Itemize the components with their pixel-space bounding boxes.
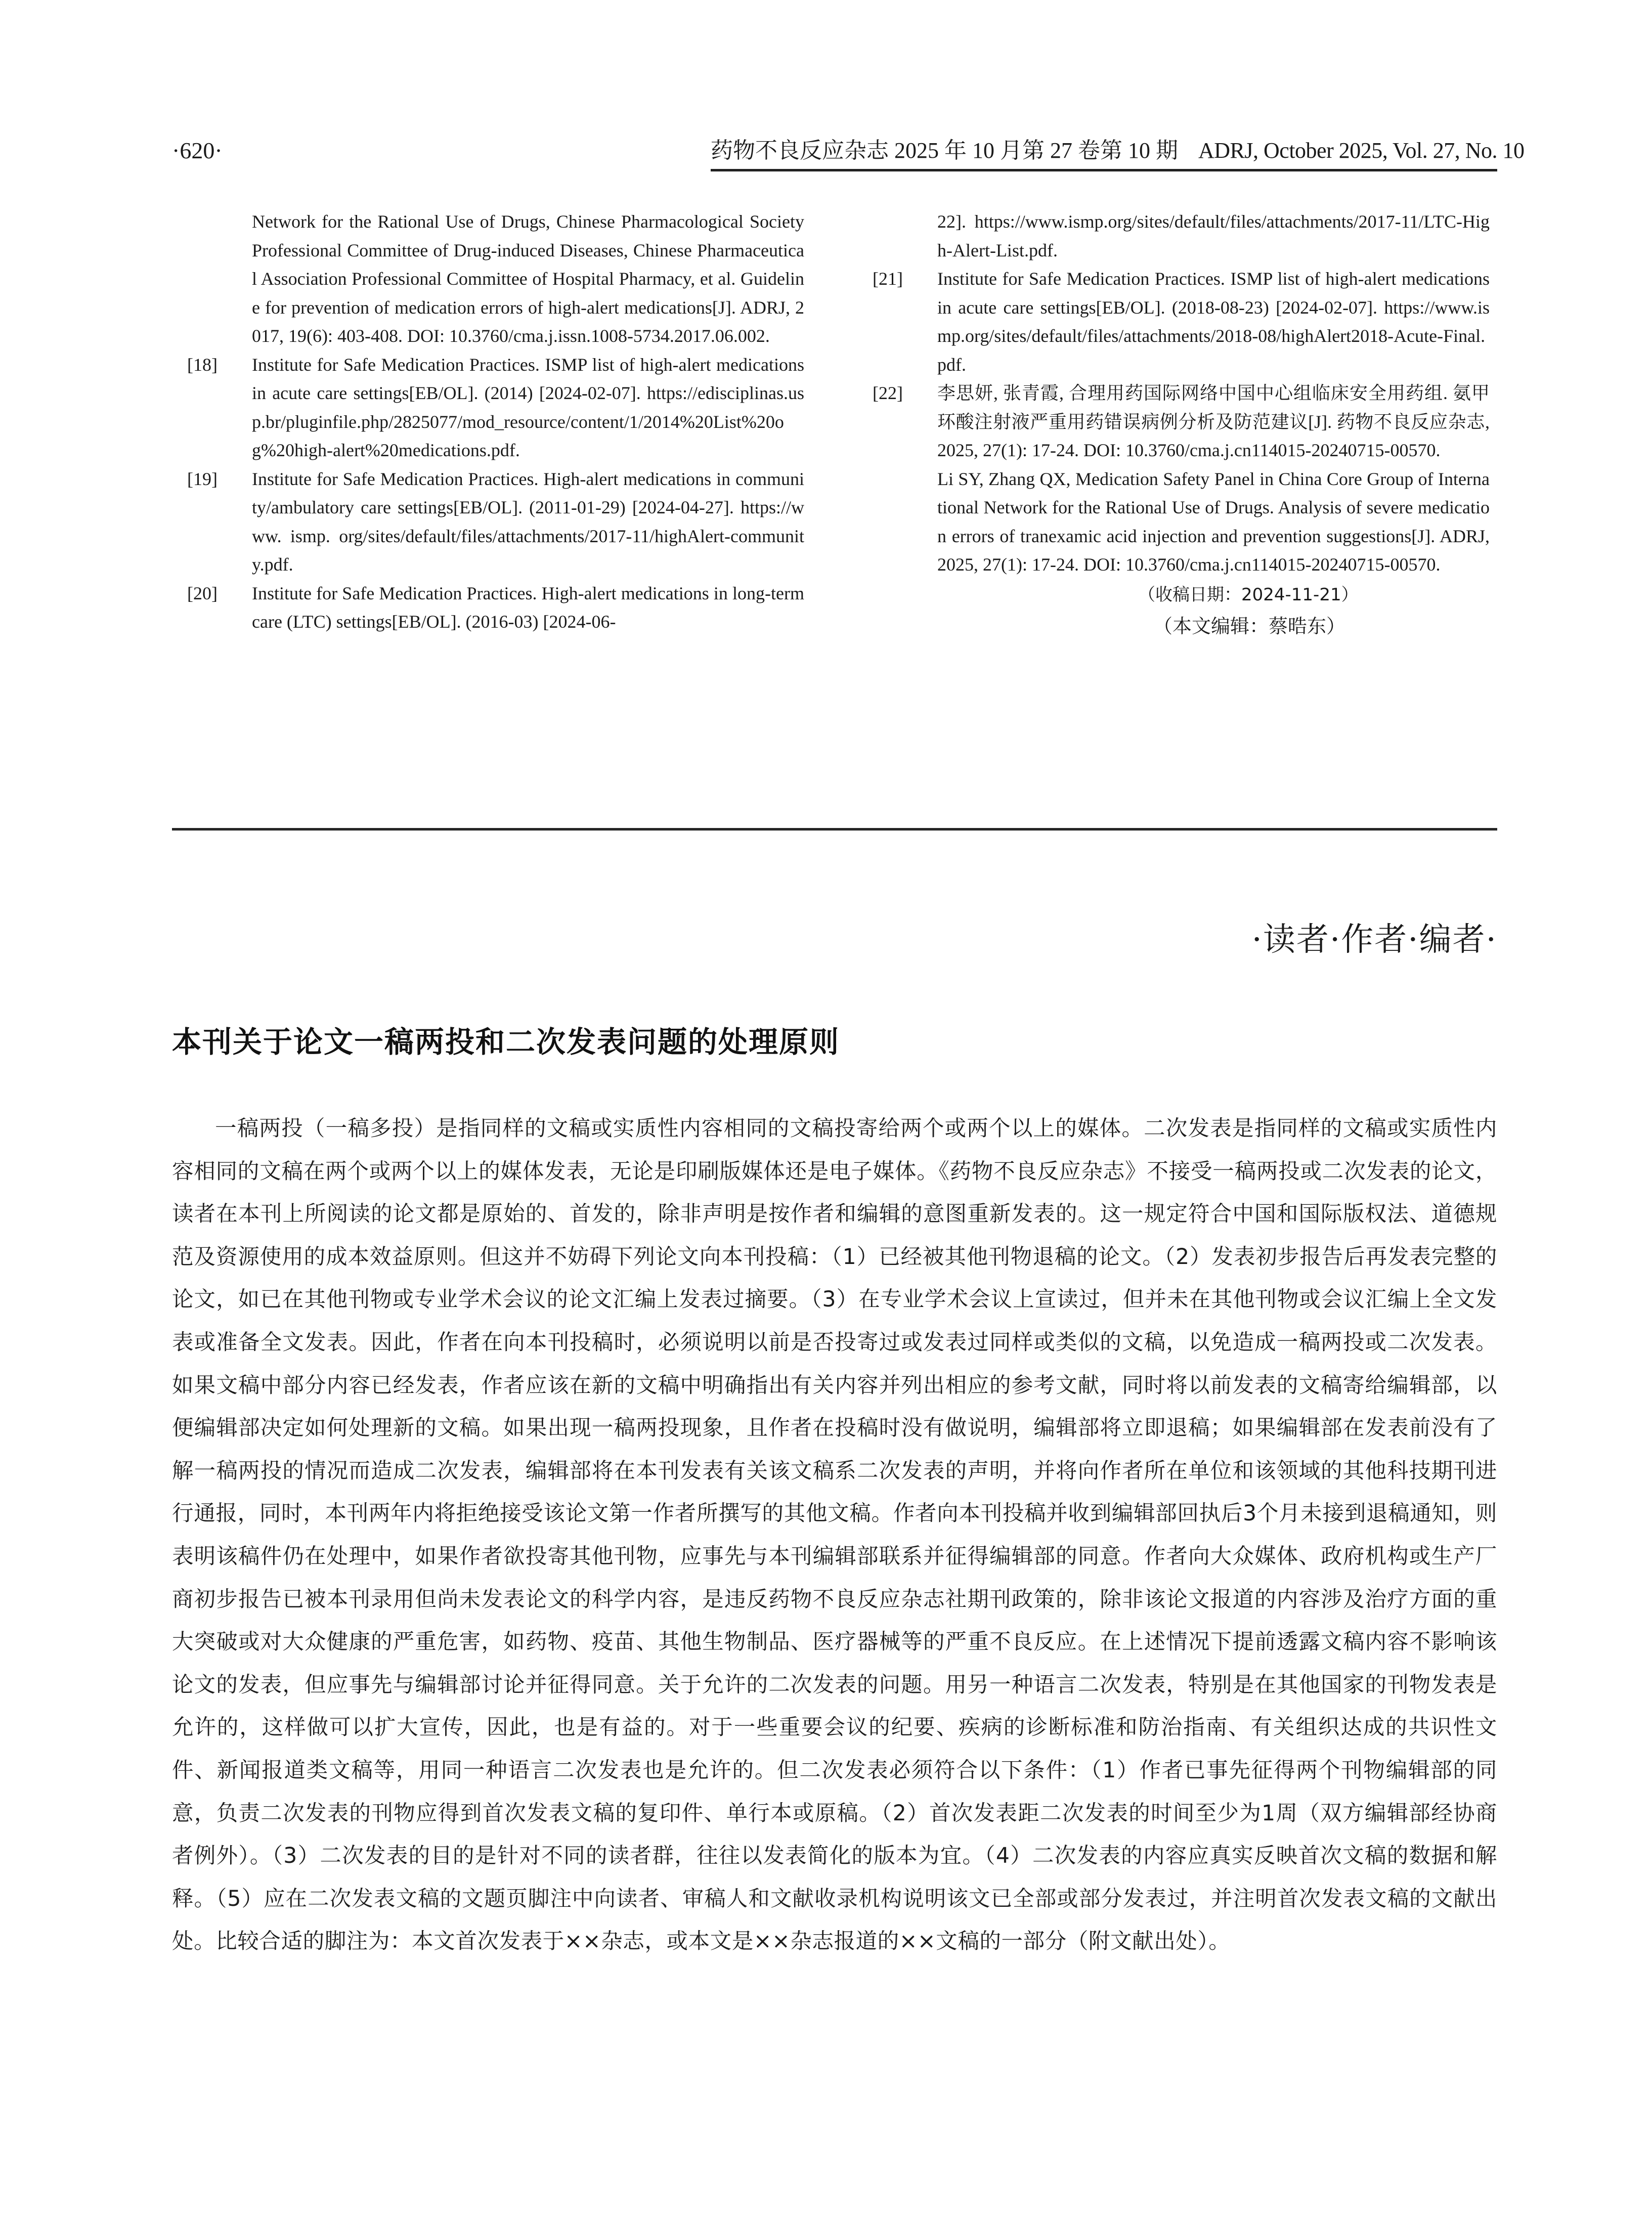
reference-text-cn: 李思妍, 张青霞, 合理用药国际网络中国中心组临床安全用药组. 氨甲环酸注射液严重用药错误病例分析及防范建议[J]. 药物不良反应杂志, 2025, 27(1): 17-24. DOI: 10.3760/cma.j.cn114015-20240715-00570. xyxy=(937,383,1490,460)
section-divider xyxy=(172,828,1497,831)
page-number: ·620· xyxy=(172,138,223,163)
reference-item xyxy=(187,207,804,351)
references-left-column xyxy=(187,207,804,636)
article-body: 一稿两投（一稿多投）是指同样的文稿或实质性内容相同的文稿投寄给两个或两个以上的媒体。二次发表是指同样的文稿或实质性内容相同的文稿在两个或两个以上的媒体发表，无论是印刷版媒体还是电子媒体。《药物不良反应杂志》不接受一稿两投或二次发表的论文，读者在本刊上所阅读的论文都是原始的、首发的，除非声明是按作者和编辑的意图重新发表的。这一规定符合中国和国际版权法、道德规范及资源使用的成本效益原则。但这并不妨碍下列论文向本刊投稿：（1）已经被其他刊物退稿的论文。（2）发表初步报告后再发表完整的论文，如已在其他刊物或专业学术会议的论文汇编上发表过摘要。（3）在专业学术会议上宣读过，但并未在其他刊物或会议汇编上全文发表或准备全文发表。因此，作者在向本刊投稿时，必须说明以前是否投寄过或发表过同样或类似的文稿，以免造成一稿两投或二次发表。如果文稿中部分内容已经发表，作者应该在新的文稿中明确指出有关内容并列出相应的参考文献，同时将以前发表的文稿寄给编辑部，以便编辑部决定如何处理新的文稿。如果出现一稿两投现象，且作者在投稿时没有做说明，编辑部将立即退稿；如果编辑部在发表前没有了解一稿两投的情况而造成二次发表，编辑部将在本刊发表有关该文稿系二次发表的声明，并将向作者所在单位和该领域的其他科技期刊进行通报，同时，本刊两年内将拒绝接受该论文第一作者所撰写的其他文稿。作者向本刊投稿并收到编辑部回执后3个月未接到退稿通知，则表明该稿件仍在处理中，如果作者欲投寄其他刊物，应事先与本刊编辑部联系并征得编辑部的同意。作者向大众媒体、政府机构或生产厂商初步报告已被本刊录用但尚未发表论文的科学内容，是违反药物不良反应杂志社期刊政策的，除非该论文报道的内容涉及治疗方面的重大突破或对大众健康的严重危害，如药物、疫苗、其他生物制品、医疗器械等的严重不良反应。在上述情况下提前透露文稿内容不影响该论文的发表，但应事先与编辑部讨论并征得同意。关于允许的二次发表的问题。用另一种语言二次发表，特别是在其他国家的刊物发表是允许的，这样做可以扩大宣传，因此，也是有益的。对于一些重要会议的纪要、疾病的诊断标准和防治指南、有关组织达成的共识性文件、新闻报道类文稿等，用同一种语言二次发表也是允许的。但二次发表必须符合以下条件：（1）作者已事先征得两个刊物编辑部的同意，负责二次发表的刊物应得到首次发表文稿的复印件、单行本或原稿。（2）首次发表距二次发表的时间至少为1周（双方编辑部经协商者例外）。（3）二次发表的目的是针对不同的读者群，往往以发表简化的版本为宜。（4）二次发表的内容应真实反映首次文稿的数据和解释。（5）应在二次发表文稿的文题页脚注中向读者、审稿人和文献收录机构说明该文已全部或部分发表过，并注明首次发表文稿的文献出处。比较合适的脚注为：本文首次发表于××杂志，或本文是××杂志报道的××文稿的一部分（附文献出处）。 xyxy=(172,1116,1497,1954)
column-label: ·读者·作者·编者· xyxy=(1251,921,1497,958)
journal-info xyxy=(711,136,1525,171)
reference-text: Institute for Safe Medication Practices. High-alert medications in long-term care (LTC) settings[EB/OL]. (2016-03) [2024-06- xyxy=(252,583,804,632)
reference-item xyxy=(873,207,1490,265)
reference-item xyxy=(187,579,804,636)
reference-number: [20] xyxy=(187,583,218,603)
reference-item xyxy=(187,465,804,579)
reference-text: Institute for Safe Medication Practices. ISMP list of high-alert medications in acute care settings[EB/OL]. (2018-08-23) [2024-02-07]. https://www.ismp.org/sites/default/files/attachments/2018-08/highAlert2018-Acute-Final.pdf. xyxy=(937,269,1490,375)
reference-text: Network for the Rational Use of Drugs, Chinese Pharmacological Society Professional Committee of Drug-induced Diseases, Chinese Pharmaceutical Association Professional Committee of Hospital Pharmacy, et al. Guideline for prevention of medication errors of high-alert medications[J]. ADRJ, 2017, 19(6): 403-408. DOI: 10.3760/cma.j.issn.1008-5734.2017.06.002. xyxy=(252,211,804,346)
reference-item xyxy=(873,379,1490,579)
reference-number: [22] xyxy=(873,383,903,403)
reference-number: [18] xyxy=(187,354,218,375)
reference-text: Institute for Safe Medication Practices. ISMP list of high-alert medications in acute care settings[EB/OL]. (2014) [2024-02-07]. https://edisciplinas.usp.br/pluginfile.php/2825077/mod_resource/content/1/2014%20List%20og%20high-alert%20medications.pdf. xyxy=(252,354,804,460)
article-editor: （本文编辑：蔡晧东） xyxy=(1153,615,1346,637)
reference-number: [21] xyxy=(873,269,903,289)
references-right-column xyxy=(873,207,1490,642)
running-header xyxy=(172,136,1525,174)
reference-item xyxy=(187,351,804,465)
reference-text-en: Li SY, Zhang QX, Medication Safety Panel in China Core Group of International Network for the Rational Use of Drugs. Analysis of severe medication errors of tranexamic acid injection and prevention suggestions[J]. ADRJ, 2025, 27(1): 17-24. DOI: 10.3760/cma.j.cn114015-20240715-00570. xyxy=(937,468,1490,575)
journal-title-en: ADRJ, October 2025, Vol. 27, No. 10 xyxy=(1198,138,1525,163)
reference-number: [19] xyxy=(187,468,218,489)
reference-item xyxy=(873,265,1490,379)
journal-title-cn: 药物不良反应杂志 2025 年 10 月第 27 卷第 10 期 xyxy=(711,138,1178,163)
received-date: （收稿日期：2024-11-21） xyxy=(1138,584,1359,605)
reference-text: Institute for Safe Medication Practices. High-alert medications in community/ambulatory care settings[EB/OL]. (2011-01-29) [2024-04-27]. https://www. ismp. org/sites/default/files/attachments/2017-11/highAlert-community.pdf. xyxy=(252,468,804,575)
reference-text: 22]. https://www.ismp.org/sites/default/files/attachments/2017-11/LTC-High-Alert-List.pdf. xyxy=(937,211,1490,260)
article-title: 本刊关于论文一稿两投和二次发表问题的处理原则 xyxy=(172,1025,840,1059)
